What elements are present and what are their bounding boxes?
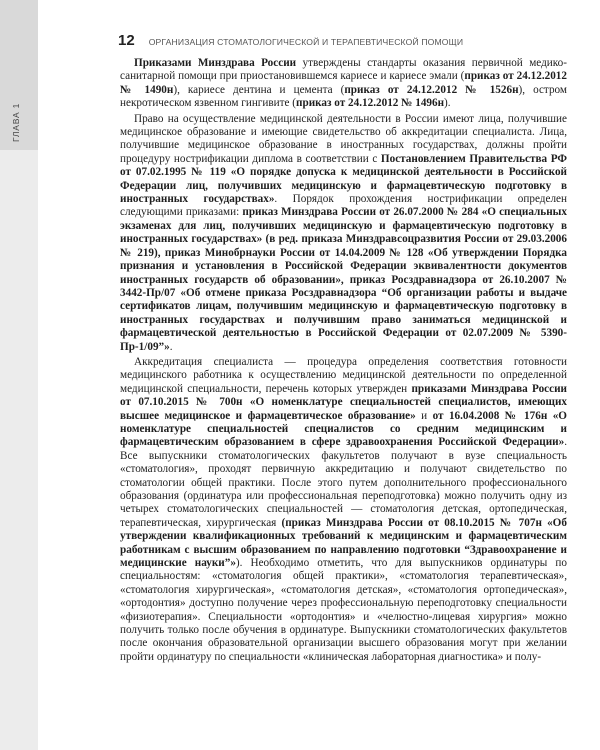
paragraph-ministry-orders [120,57,567,111]
text-run: приказ Минздрава России от 26.07.2000 № 284 «О специальных экзаменах для лиц, получивших медицинскую и фармацевтическую подготовку в иностранных государствах» (в ред. приказа Минздравсоцразвития России от 29.03.2006 № 219), приказ Минобрнауки России от 14.04.2009 № 128 «Об утверждении Порядка признания и установления в Российской Федерации эквивалентности документов иностранных государств об образовании», приказ Росздравнадзора от 26.10.2007 № 3442-Пр/07 «Об отмене приказа Росздравнадзора “Об организации работы и выдаче сертификатов лицам, получившим медицинскую и фармацевтическую подготовку в иностранных государствах и получившим право заниматься медицинской и фармацевтической деятельностью в Российской Федерации от 02.07.2009 № 5390-Пр-1/09”» [120,206,567,353]
text-run: приказами Минздрава России от 07.10.2015 № 700н «О номенклатуре специальностей специалистов, имеющих высшее медицинское и фармацевтическое образование» [120,382,567,422]
body-text [120,57,567,664]
paragraph-nostrification [120,113,567,354]
chapter-side-tab [0,0,38,750]
chapter-label: ГЛАВА 1 [11,102,21,142]
text-run: Приказами Минздрава России [134,57,297,69]
text-run: от 16.04.2008 № 176н «О номенклатуре специальностей специалистов со средним медицинским и фармацевтическим образованием в сфере здравоохранения Российской Федерации» [120,409,567,449]
text-run: ), кариесе дентина и цемента ( [173,83,345,96]
text-run: приказ от 24.12.2012 № 1490н [120,70,567,96]
text-run: . Все выпускники стоматологических факультетов получают в вузе специальность «стоматология», проходят первичную аккредитацию и получают свидетельство по стоматологии общей практики. После этого путем дополнительного профессионального образования (ординатура или профессиональная переподготовка) можно получить одну из четырех стоматологических специальностей — стоматология детская, ортопедическая, терапевтическая, хирургическая [120,436,567,529]
running-header [118,32,568,52]
paragraph-accreditation [120,356,567,664]
text-run: . Порядок прохождения нострификации определен следующими приказами: [120,193,567,219]
text-run: ), остром некротическом язвенном гингивите ( [120,83,568,110]
text-run: утверждены стандарты оказания первичной медико-санитарной помощи при приостановившемся кариесе и кариесе эмали ( [120,57,567,83]
text-run: Право на осуществление медицинской деятельности в России имеют лица, получившие медицинское образование и имеющие свидетельство об аккредитации специалиста. Лица, получившие медицинское образование в иностранных государствах, должны пройти процедуру нострификации диплома в соответствии с [120,112,567,165]
text-run: и [415,409,433,422]
text-run: ). Необходимо отметить, что для выпускников ординатуры по специальностям: «стоматология общей практики», «стоматология терапевтическая», «стоматология хирургическая», «стоматология детская», «стоматология ортопедическая», «ортодонтия» доступно получение через профессиональную переподготовку специальности «физиотерапия». Специальности «ортодонтия» и «челюстно-лицевая хирургия» можно получить только после обучения в ординатуре. Выпускники стоматологических факультетов после окончания образовательной организации высшего образования могут при желании пройти ординатуру по специальности «клиническая лабораторная диагностика» и полу- [120,557,567,663]
text-run: приказ от 24.12.2012 № 1496н [296,97,445,110]
text-run: Аккредитация специалиста — процедура определения соответствия готовности медицинского работника к осуществлению медицинской деятельности по определенной медицинской специальности, перечень которых утвержден [120,355,567,395]
text-run: (приказ Минздрава России от 08.10.2015 № 707н «Об утверждении квалификационных требований к медицинским и фармацевтическим работникам с высшим образованием по направлению подготовки “Здравоохранение и медицинские науки”» [120,516,567,570]
text-run: ). [444,97,451,110]
text-run: Постановлением Правительства РФ от 07.02.1995 № 119 «О порядке допуска к медицинской деятельности в Российской Федерации лиц, получивших медицинскую и фармацевтическую подготовку в иностранных государствах» [120,152,567,206]
page-number: 12 [118,32,135,49]
text-run: . [169,340,173,353]
running-title: ОРГАНИЗАЦИЯ СТОМАТОЛОГИЧЕСКОЙ И ТЕРАПЕВТИЧЕСКОЙ ПОМОЩИ [148,37,464,47]
text-run: приказ от 24.12.2012 № 1526н [344,83,519,96]
